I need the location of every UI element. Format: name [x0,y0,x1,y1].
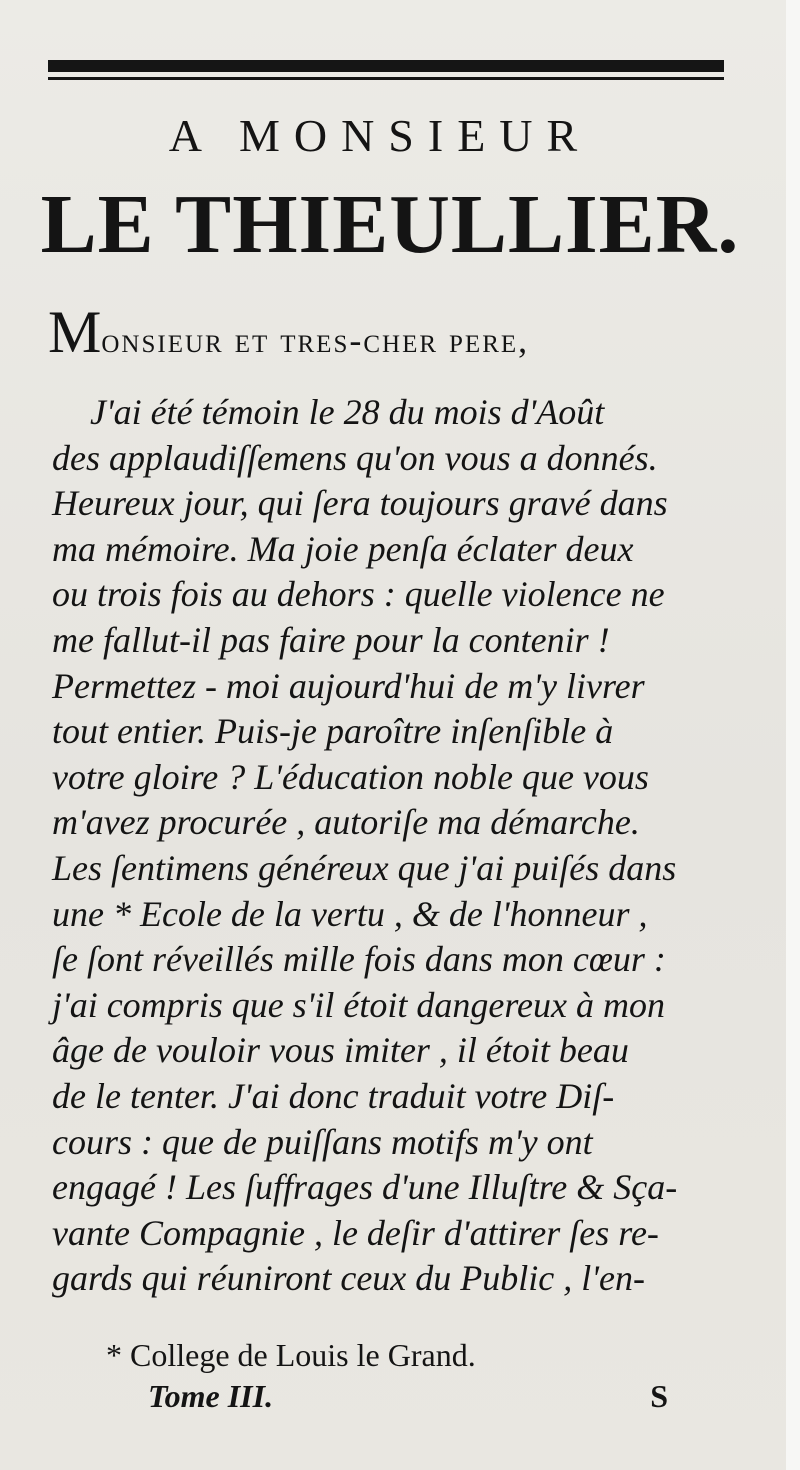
footnote: * College de Louis le Grand. [106,1337,476,1373]
body-line: des applaudiſſemens qu'on vous a donnés. [52,437,658,478]
salutation [48,299,748,370]
body-line: une * Ecole de la vertu , & de l'honneur , [52,893,648,934]
header-rule-thin [48,77,724,80]
body-line: ma mémoire. Ma joie penſa éclater deux [52,528,634,569]
signature-mark: S [650,1378,668,1414]
body-line: votre gloire ? L'éducation noble que vous [52,756,649,797]
body-line: tout entier. Puis-je paroître inſenſible à [52,711,614,752]
salutation-text: onsieur et tres-cher pere, [101,320,530,360]
body-line: âge de vouloir vous imiter , il étoit beau [52,1030,629,1071]
dedication-heading-name: LE THIEULLIER. [40,178,740,271]
salutation-initial: M [48,299,102,365]
body-line: vante Compagnie , le deſir d'attirer ſes re- [52,1212,659,1253]
body-line: cours : que de puiſſans motifs m'y ont [52,1121,593,1162]
body-line: ſe ſont réveillés mille fois dans mon cœur : [52,939,666,980]
letter-body [52,390,752,1302]
body-line: Permettez - moi aujourd'hui de m'y livrer [52,665,645,706]
body-line: Les ſentimens généreux que j'ai puiſés dans [52,847,677,888]
body-line: j'ai compris que s'il étoit dangereux à mon [52,984,665,1025]
volume-label: Tome III. [148,1378,274,1414]
body-line: ou trois fois au dehors : quelle violence ne [52,574,665,615]
page-footer [148,1374,668,1418]
page-edge [786,0,800,1470]
body-line: de le tenter. J'ai donc traduit votre Diſ- [52,1075,615,1116]
body-line: gards qui réuniront ceux du Public , l'en- [52,1258,645,1299]
dedication-heading-line1: A MONSIEUR [168,110,592,161]
body-line: me fallut-il pas faire pour la contenir ! [52,619,610,660]
header-rule-thick [48,60,724,72]
body-line: m'avez procurée , autoriſe ma démarche. [52,802,640,843]
body-line: engagé ! Les ſuffrages d'une Illuſtre & Sça- [52,1167,678,1208]
body-line: Heureux jour, qui ſera toujours gravé dans [52,483,668,524]
body-line: J'ai été témoin le 28 du mois d'Août [90,392,605,432]
